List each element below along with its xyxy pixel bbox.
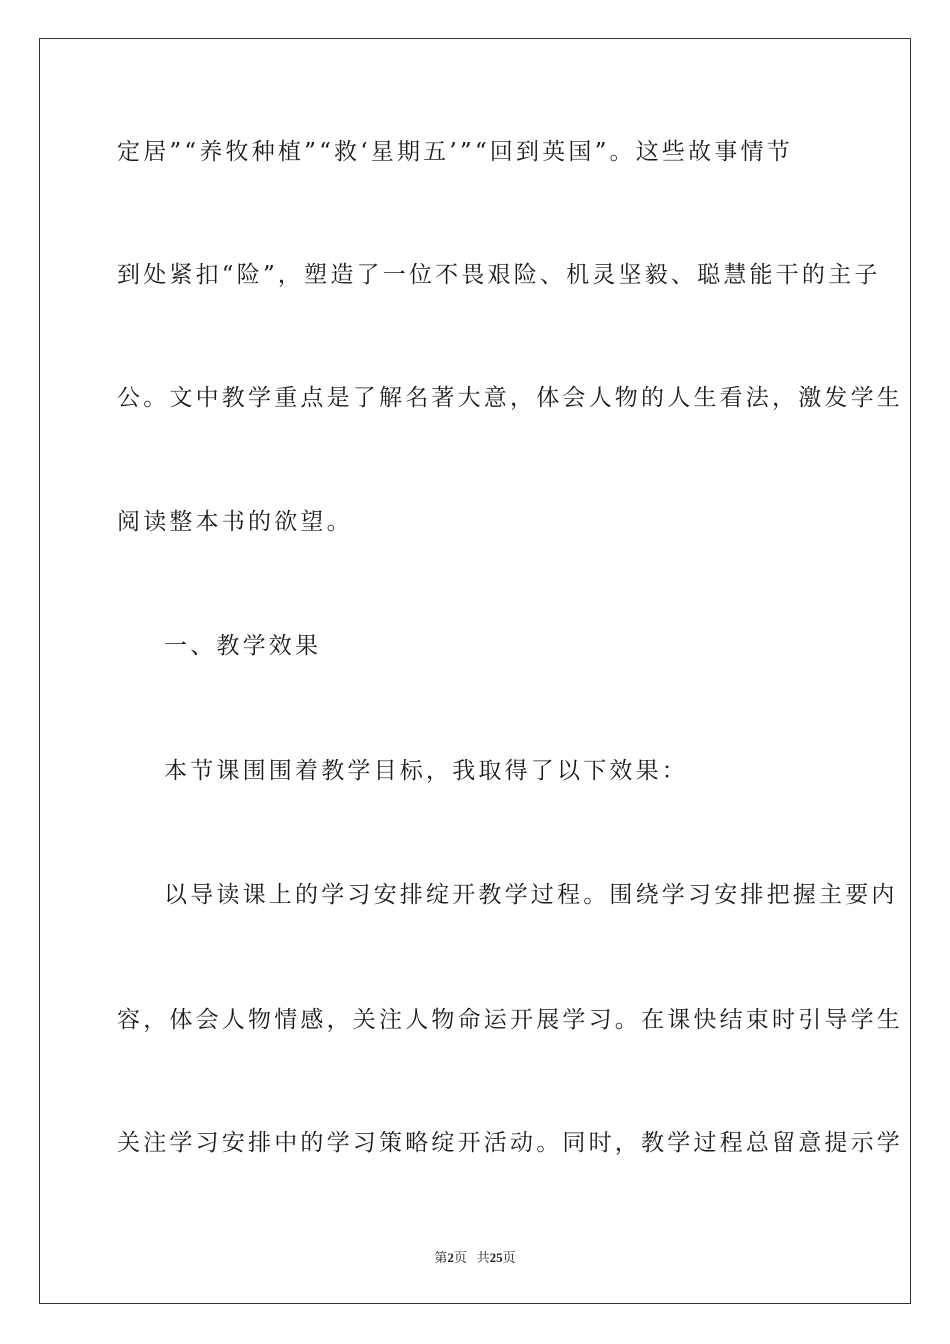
body-text-line: 本节课围围着教学目标，我取得了以下效果： xyxy=(164,758,688,784)
body-text-line: 关注学习安排中的学习策略绽开活动。同时，教学过程总留意提示学 xyxy=(117,1130,903,1156)
footer-total-prefix: 共 xyxy=(476,1250,490,1265)
body-text-line: 阅读整本书的欲望。 xyxy=(117,509,353,535)
footer-page-suffix: 页 xyxy=(453,1250,467,1265)
footer-total-suffix: 页 xyxy=(502,1250,516,1265)
body-text-line: 公。文中教学重点是了解名著大意，体会人物的人生看法，激发学生 xyxy=(117,385,903,411)
page-border xyxy=(39,38,911,1304)
body-text-line: 以导读课上的学习安排绽开教学过程。围绕学习安排把握主要内 xyxy=(164,882,898,908)
body-text-line: 定居”“养牧种植”“救‘星期五’”“回到英国”。这些故事情节 xyxy=(117,139,793,165)
section-heading: 一、教学效果 xyxy=(164,633,322,659)
body-text-line: 到处紧扣“险”，塑造了一位不畏艰险、机灵坚毅、聪慧能干的主子 xyxy=(117,262,881,288)
footer-total-pages: 25 xyxy=(489,1250,503,1265)
body-text-line: 容，体会人物情感，关注人物命运开展学习。在课快结束时引导学生 xyxy=(117,1007,903,1033)
footer-page-prefix: 第 xyxy=(434,1250,448,1265)
page-footer xyxy=(0,1247,950,1266)
footer-page-number: 2 xyxy=(447,1250,454,1265)
